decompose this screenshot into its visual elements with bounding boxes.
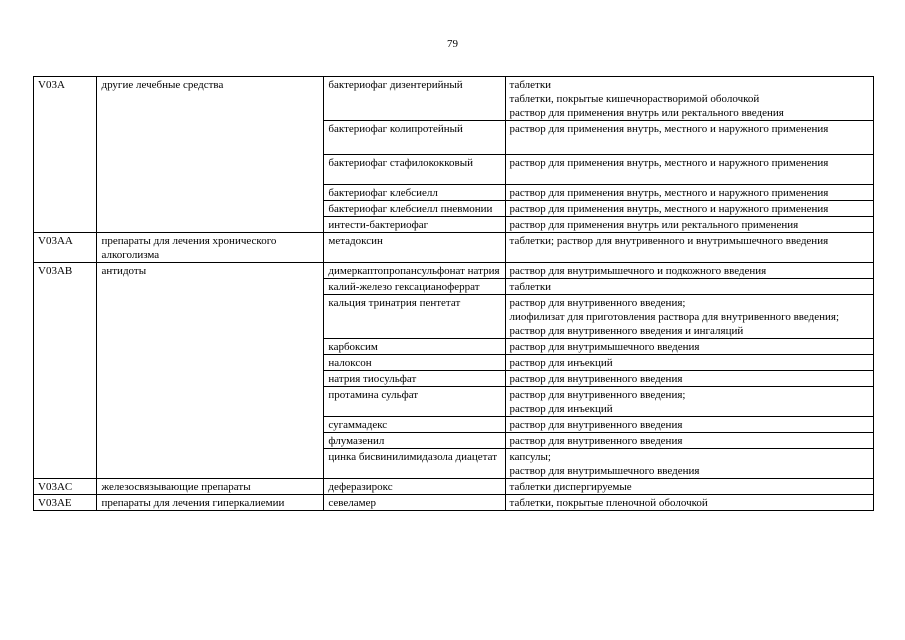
dosage-form-line: раствор для внутримышечного и подкожного введения <box>509 265 767 277</box>
drug-name-cell: калий-железо гексацианоферрат <box>324 279 505 295</box>
group-name-cell: другие лечебные средства <box>97 77 324 233</box>
dosage-form-cell <box>505 479 874 495</box>
table-row <box>34 77 874 121</box>
dosage-form-cell <box>505 121 874 155</box>
table-row <box>34 495 874 511</box>
dosage-form-line: раствор для внутривенного введения и ингаляций <box>509 325 744 337</box>
dosage-form-line: таблетки, покрытые пленочной оболочкой <box>509 497 708 509</box>
drug-name-cell: протамина сульфат <box>324 387 505 417</box>
dosage-form-cell <box>505 201 874 217</box>
dosage-form-cell <box>505 387 874 417</box>
dosage-form-line: капсулы; <box>509 451 551 463</box>
drug-name-cell: сугаммадекс <box>324 417 505 433</box>
dosage-form-line: раствор для внутривенного введения <box>509 373 683 385</box>
dosage-form-cell <box>505 449 874 479</box>
drug-name-cell: цинка бисвинилимидазола диацетат <box>324 449 505 479</box>
atc-code-cell: V03AE <box>34 495 97 511</box>
dosage-form-cell <box>505 263 874 279</box>
dosage-form-line: раствор для инъекций <box>509 403 613 415</box>
group-name-cell: препараты для лечения хронического алкоголизма <box>97 233 324 263</box>
atc-code-cell: V03AB <box>34 263 97 479</box>
group-name-cell: антидоты <box>97 263 324 479</box>
dosage-form-line: таблетки <box>509 79 552 91</box>
dosage-form-cell <box>505 279 874 295</box>
drug-name-cell: димеркаптопропансульфонат натрия <box>324 263 505 279</box>
dosage-form-cell <box>505 295 874 339</box>
dosage-form-cell <box>505 417 874 433</box>
table-row <box>34 479 874 495</box>
dosage-form-cell <box>505 371 874 387</box>
table-row <box>34 233 874 263</box>
drug-table <box>33 76 874 511</box>
dosage-form-cell <box>505 433 874 449</box>
drug-table-body <box>34 77 874 511</box>
drug-name-cell: бактериофаг дизентерийный <box>324 77 505 121</box>
dosage-form-line: раствор для инъекций <box>509 357 613 369</box>
drug-name-cell: бактериофаг клебсиелл <box>324 185 505 201</box>
drug-name-cell: карбоксим <box>324 339 505 355</box>
dosage-form-line: раствор для применения внутрь, местного и наружного применения <box>509 203 829 215</box>
dosage-form-line: раствор для применения внутрь или ректального применения <box>509 219 799 231</box>
dosage-form-line: раствор для применения внутрь, местного и наружного применения <box>509 157 829 169</box>
drug-name-cell: бактериофаг колипротейный <box>324 121 505 155</box>
dosage-form-line: раствор для внутримышечного введения <box>509 465 700 477</box>
dosage-form-line: раствор для применения внутрь или ректального введения <box>509 107 784 119</box>
dosage-form-cell <box>505 77 874 121</box>
dosage-form-line: таблетки диспергируемые <box>509 481 632 493</box>
dosage-form-cell <box>505 495 874 511</box>
dosage-form-line: таблетки, покрытые кишечнорастворимой оболочкой <box>509 93 760 105</box>
dosage-form-line: лиофилизат для приготовления раствора для внутривенного введения; <box>509 311 840 323</box>
drug-name-cell: севеламер <box>324 495 505 511</box>
dosage-form-line: раствор для применения внутрь, местного и наружного применения <box>509 123 829 135</box>
table-row <box>34 263 874 279</box>
dosage-form-line: раствор для внутривенного введения <box>509 419 683 431</box>
group-name-cell: препараты для лечения гиперкалиемии <box>97 495 324 511</box>
drug-name-cell: кальция тринатрия пентетат <box>324 295 505 339</box>
dosage-form-cell <box>505 185 874 201</box>
drug-name-cell: бактериофаг стафилококковый <box>324 155 505 185</box>
atc-code-cell: V03AA <box>34 233 97 263</box>
dosage-form-cell <box>505 217 874 233</box>
drug-name-cell: налоксон <box>324 355 505 371</box>
drug-name-cell: деферазирокс <box>324 479 505 495</box>
atc-code-cell: V03AC <box>34 479 97 495</box>
dosage-form-line: раствор для внутривенного введения <box>509 435 683 447</box>
dosage-form-line: раствор для внутривенного введения; <box>509 297 686 309</box>
drug-name-cell: интести-бактериофаг <box>324 217 505 233</box>
dosage-form-line: таблетки <box>509 281 552 293</box>
drug-name-cell: метадоксин <box>324 233 505 263</box>
dosage-form-line: таблетки; раствор для внутривенного и внутримышечного введения <box>509 235 829 247</box>
atc-code-cell: V03A <box>34 77 97 233</box>
dosage-form-line: раствор для применения внутрь, местного и наружного применения <box>509 187 829 199</box>
dosage-form-line: раствор для внутривенного введения; <box>509 389 686 401</box>
drug-name-cell: натрия тиосульфат <box>324 371 505 387</box>
dosage-form-line: раствор для внутримышечного введения <box>509 341 700 353</box>
drug-name-cell: флумазенил <box>324 433 505 449</box>
dosage-form-cell <box>505 355 874 371</box>
group-name-cell: железосвязывающие препараты <box>97 479 324 495</box>
dosage-form-cell <box>505 233 874 263</box>
dosage-form-cell <box>505 155 874 185</box>
page-number: 79 <box>447 38 458 50</box>
drug-name-cell: бактериофаг клебсиелл пневмонии <box>324 201 505 217</box>
dosage-form-cell <box>505 339 874 355</box>
